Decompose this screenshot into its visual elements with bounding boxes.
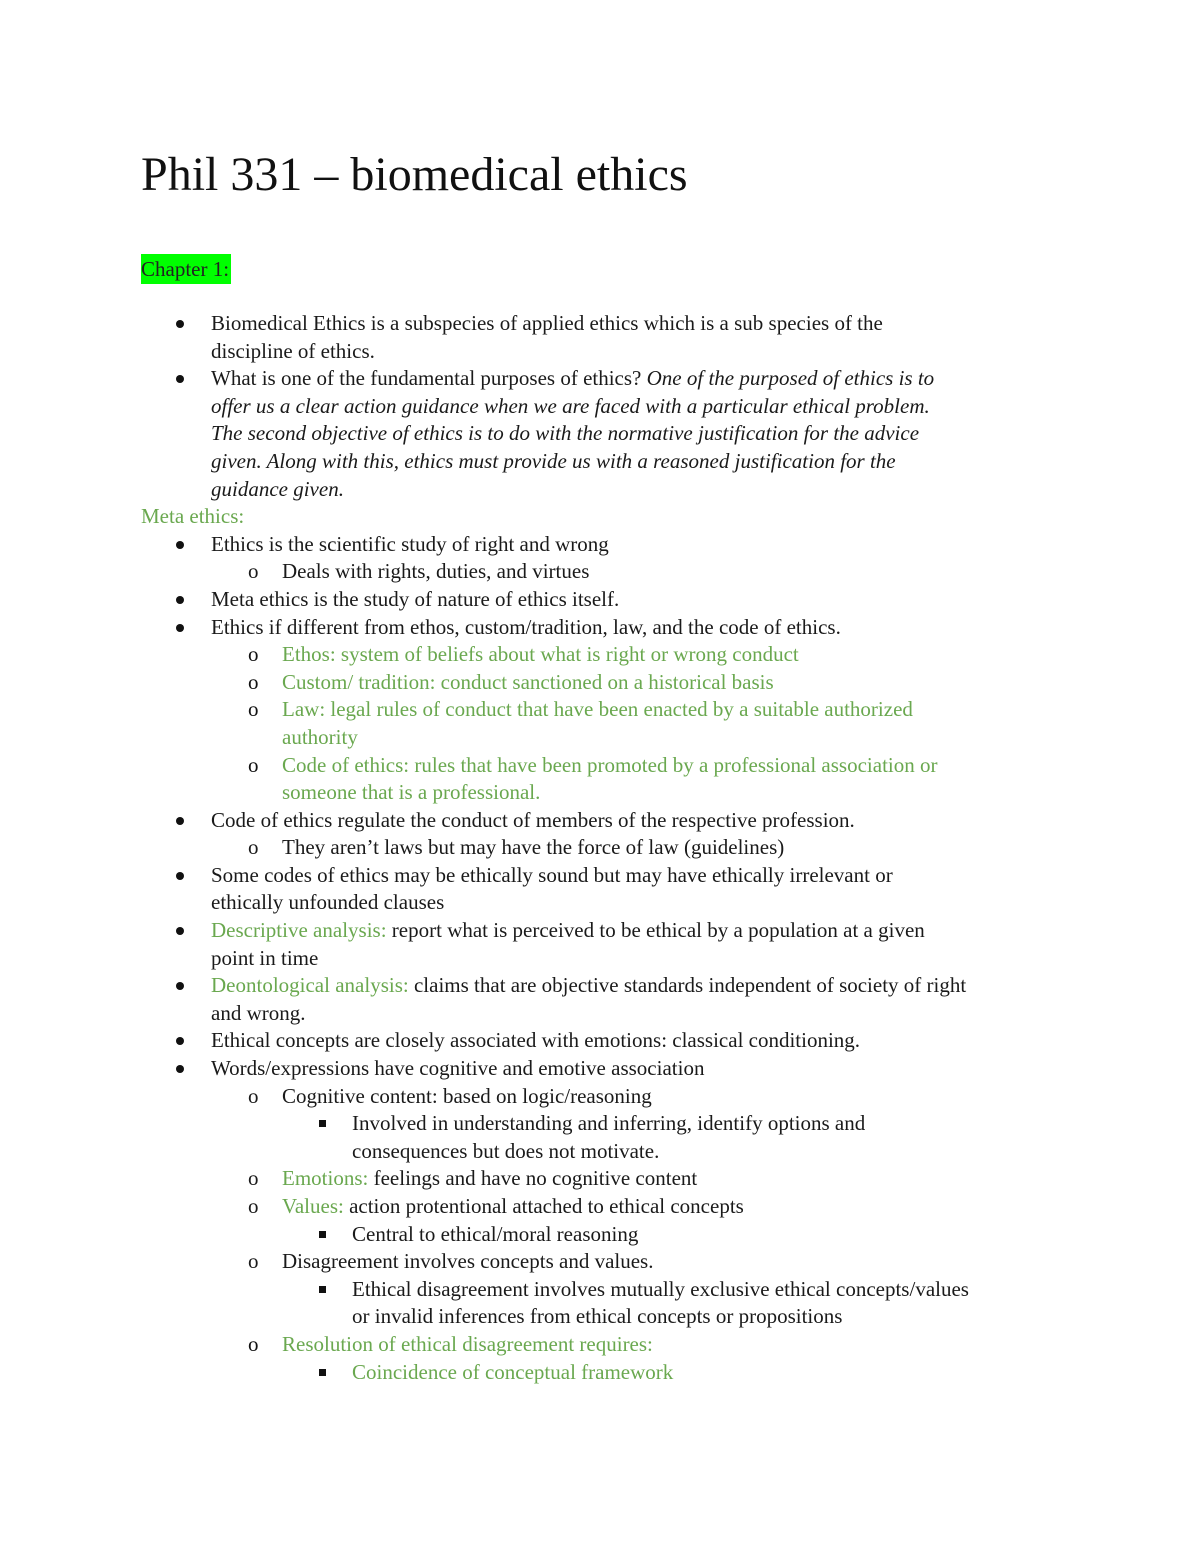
sub-sub-list-item: Coincidence of conceptual framework bbox=[0, 1359, 1200, 1387]
circle-bullet-icon: o bbox=[248, 1249, 259, 1274]
list-item-continuation: guidance given. bbox=[211, 476, 344, 501]
sub-list-item: o Deals with rights, duties, and virtues bbox=[0, 558, 1200, 586]
sub-list-item: o Values: action protentional attached to ethical concepts bbox=[0, 1193, 1200, 1221]
notes-body bbox=[0, 310, 1200, 1386]
list-item: Some codes of ethics may be ethically sound but may have ethically irrelevant or bbox=[0, 862, 1200, 890]
list-item: Descriptive analysis: report what is perceived to be ethical by a population at a given bbox=[0, 917, 1200, 945]
sub-list-item: o Custom/ tradition: conduct sanctioned on a historical basis bbox=[0, 669, 1200, 697]
circle-bullet-icon: o bbox=[248, 1331, 259, 1356]
bullet-icon bbox=[176, 927, 184, 935]
sub-list-item: o Resolution of ethical disagreement requires: bbox=[0, 1331, 1200, 1359]
circle-bullet-icon: o bbox=[248, 1194, 259, 1218]
circle-bullet-icon: o bbox=[248, 642, 259, 667]
sub-list-item: o Emotions: feelings and have no cognitive content bbox=[0, 1165, 1200, 1193]
chapter-heading: Chapter 1: bbox=[141, 254, 231, 284]
bullet-icon bbox=[176, 541, 184, 549]
list-item: Ethics is the scientific study of right and wrong bbox=[0, 531, 1200, 559]
sub-sub-list-item-continuation: consequences but does not motivate. bbox=[352, 1138, 660, 1163]
bullet-icon bbox=[176, 1065, 184, 1073]
circle-bullet-icon: o bbox=[248, 559, 259, 584]
sub-sub-list-item: Central to ethical/moral reasoning bbox=[0, 1221, 1200, 1249]
list-item: Biomedical Ethics is a subspecies of applied ethics which is a sub species of the bbox=[0, 310, 1200, 338]
bullet-icon bbox=[176, 624, 184, 632]
list-item-continuation: The second objective of ethics is to do with the normative justification for the advice bbox=[211, 421, 920, 446]
square-bullet-icon bbox=[319, 1286, 326, 1293]
bullet-icon bbox=[176, 596, 184, 604]
circle-bullet-icon: o bbox=[248, 669, 259, 694]
sub-list-item-continuation: someone that is a professional. bbox=[282, 780, 541, 805]
sub-list-item: o Ethos: system of beliefs about what is right or wrong conduct bbox=[0, 641, 1200, 669]
list-item: Ethics if different from ethos, custom/tradition, law, and the code of ethics. bbox=[0, 614, 1200, 642]
sub-sub-list-item: Involved in understanding and inferring, identify options and bbox=[0, 1110, 1200, 1138]
list-item: Deontological analysis: claims that are objective standards independent of society of right bbox=[0, 972, 1200, 1000]
square-bullet-icon bbox=[319, 1369, 326, 1376]
bullet-icon bbox=[176, 817, 184, 825]
sub-list-item-continuation: authority bbox=[282, 724, 358, 749]
page-title: Phil 331 – biomedical ethics bbox=[141, 148, 688, 201]
list-item: What is one of the fundamental purposes of ethics? One of the purposed of ethics is to bbox=[0, 365, 1200, 393]
list-item-continuation: point in time bbox=[211, 945, 319, 970]
bullet-icon bbox=[176, 375, 184, 383]
sub-sub-list-item: Ethical disagreement involves mutually exclusive ethical concepts/values bbox=[0, 1276, 1200, 1304]
list-item: Ethical concepts are closely associated with emotions: classical conditioning. bbox=[0, 1027, 1200, 1055]
bullet-icon bbox=[176, 982, 184, 990]
list-item-continuation: ethically unfounded clauses bbox=[211, 890, 445, 915]
sub-list-item: o Disagreement involves concepts and values. bbox=[0, 1248, 1200, 1276]
sub-list-item: o Code of ethics: rules that have been promoted by a professional association or bbox=[0, 752, 1200, 780]
bullet-icon bbox=[176, 1037, 184, 1045]
square-bullet-icon bbox=[319, 1120, 326, 1127]
list-item: Words/expressions have cognitive and emotive association bbox=[0, 1055, 1200, 1083]
sub-list-item: o Cognitive content: based on logic/reasoning bbox=[0, 1083, 1200, 1111]
circle-bullet-icon: o bbox=[248, 835, 259, 860]
circle-bullet-icon: o bbox=[248, 752, 259, 777]
list-item-continuation: offer us a clear action guidance when we are faced with a particular ethical problem. bbox=[211, 393, 930, 418]
list-item: Meta ethics is the study of nature of ethics itself. bbox=[0, 586, 1200, 614]
list-item: Code of ethics regulate the conduct of members of the respective profession. bbox=[0, 807, 1200, 835]
circle-bullet-icon: o bbox=[248, 1166, 259, 1191]
sub-sub-list-item-continuation: or invalid inferences from ethical concepts or propositions bbox=[352, 1304, 843, 1329]
list-item-continuation: and wrong. bbox=[211, 1000, 306, 1025]
section-heading-meta-ethics: Meta ethics: bbox=[141, 504, 245, 529]
circle-bullet-icon: o bbox=[248, 1083, 259, 1108]
list-item-continuation: discipline of ethics. bbox=[211, 338, 375, 363]
square-bullet-icon bbox=[319, 1231, 326, 1238]
circle-bullet-icon: o bbox=[248, 697, 259, 722]
sub-list-item: o They aren’t laws but may have the force of law (guidelines) bbox=[0, 834, 1200, 862]
bullet-icon bbox=[176, 320, 184, 328]
list-item-continuation: given. Along with this, ethics must provide us with a reasoned justification for the bbox=[211, 448, 896, 473]
bullet-icon bbox=[176, 872, 184, 880]
sub-list-item: o Law: legal rules of conduct that have been enacted by a suitable authorized bbox=[0, 696, 1200, 724]
